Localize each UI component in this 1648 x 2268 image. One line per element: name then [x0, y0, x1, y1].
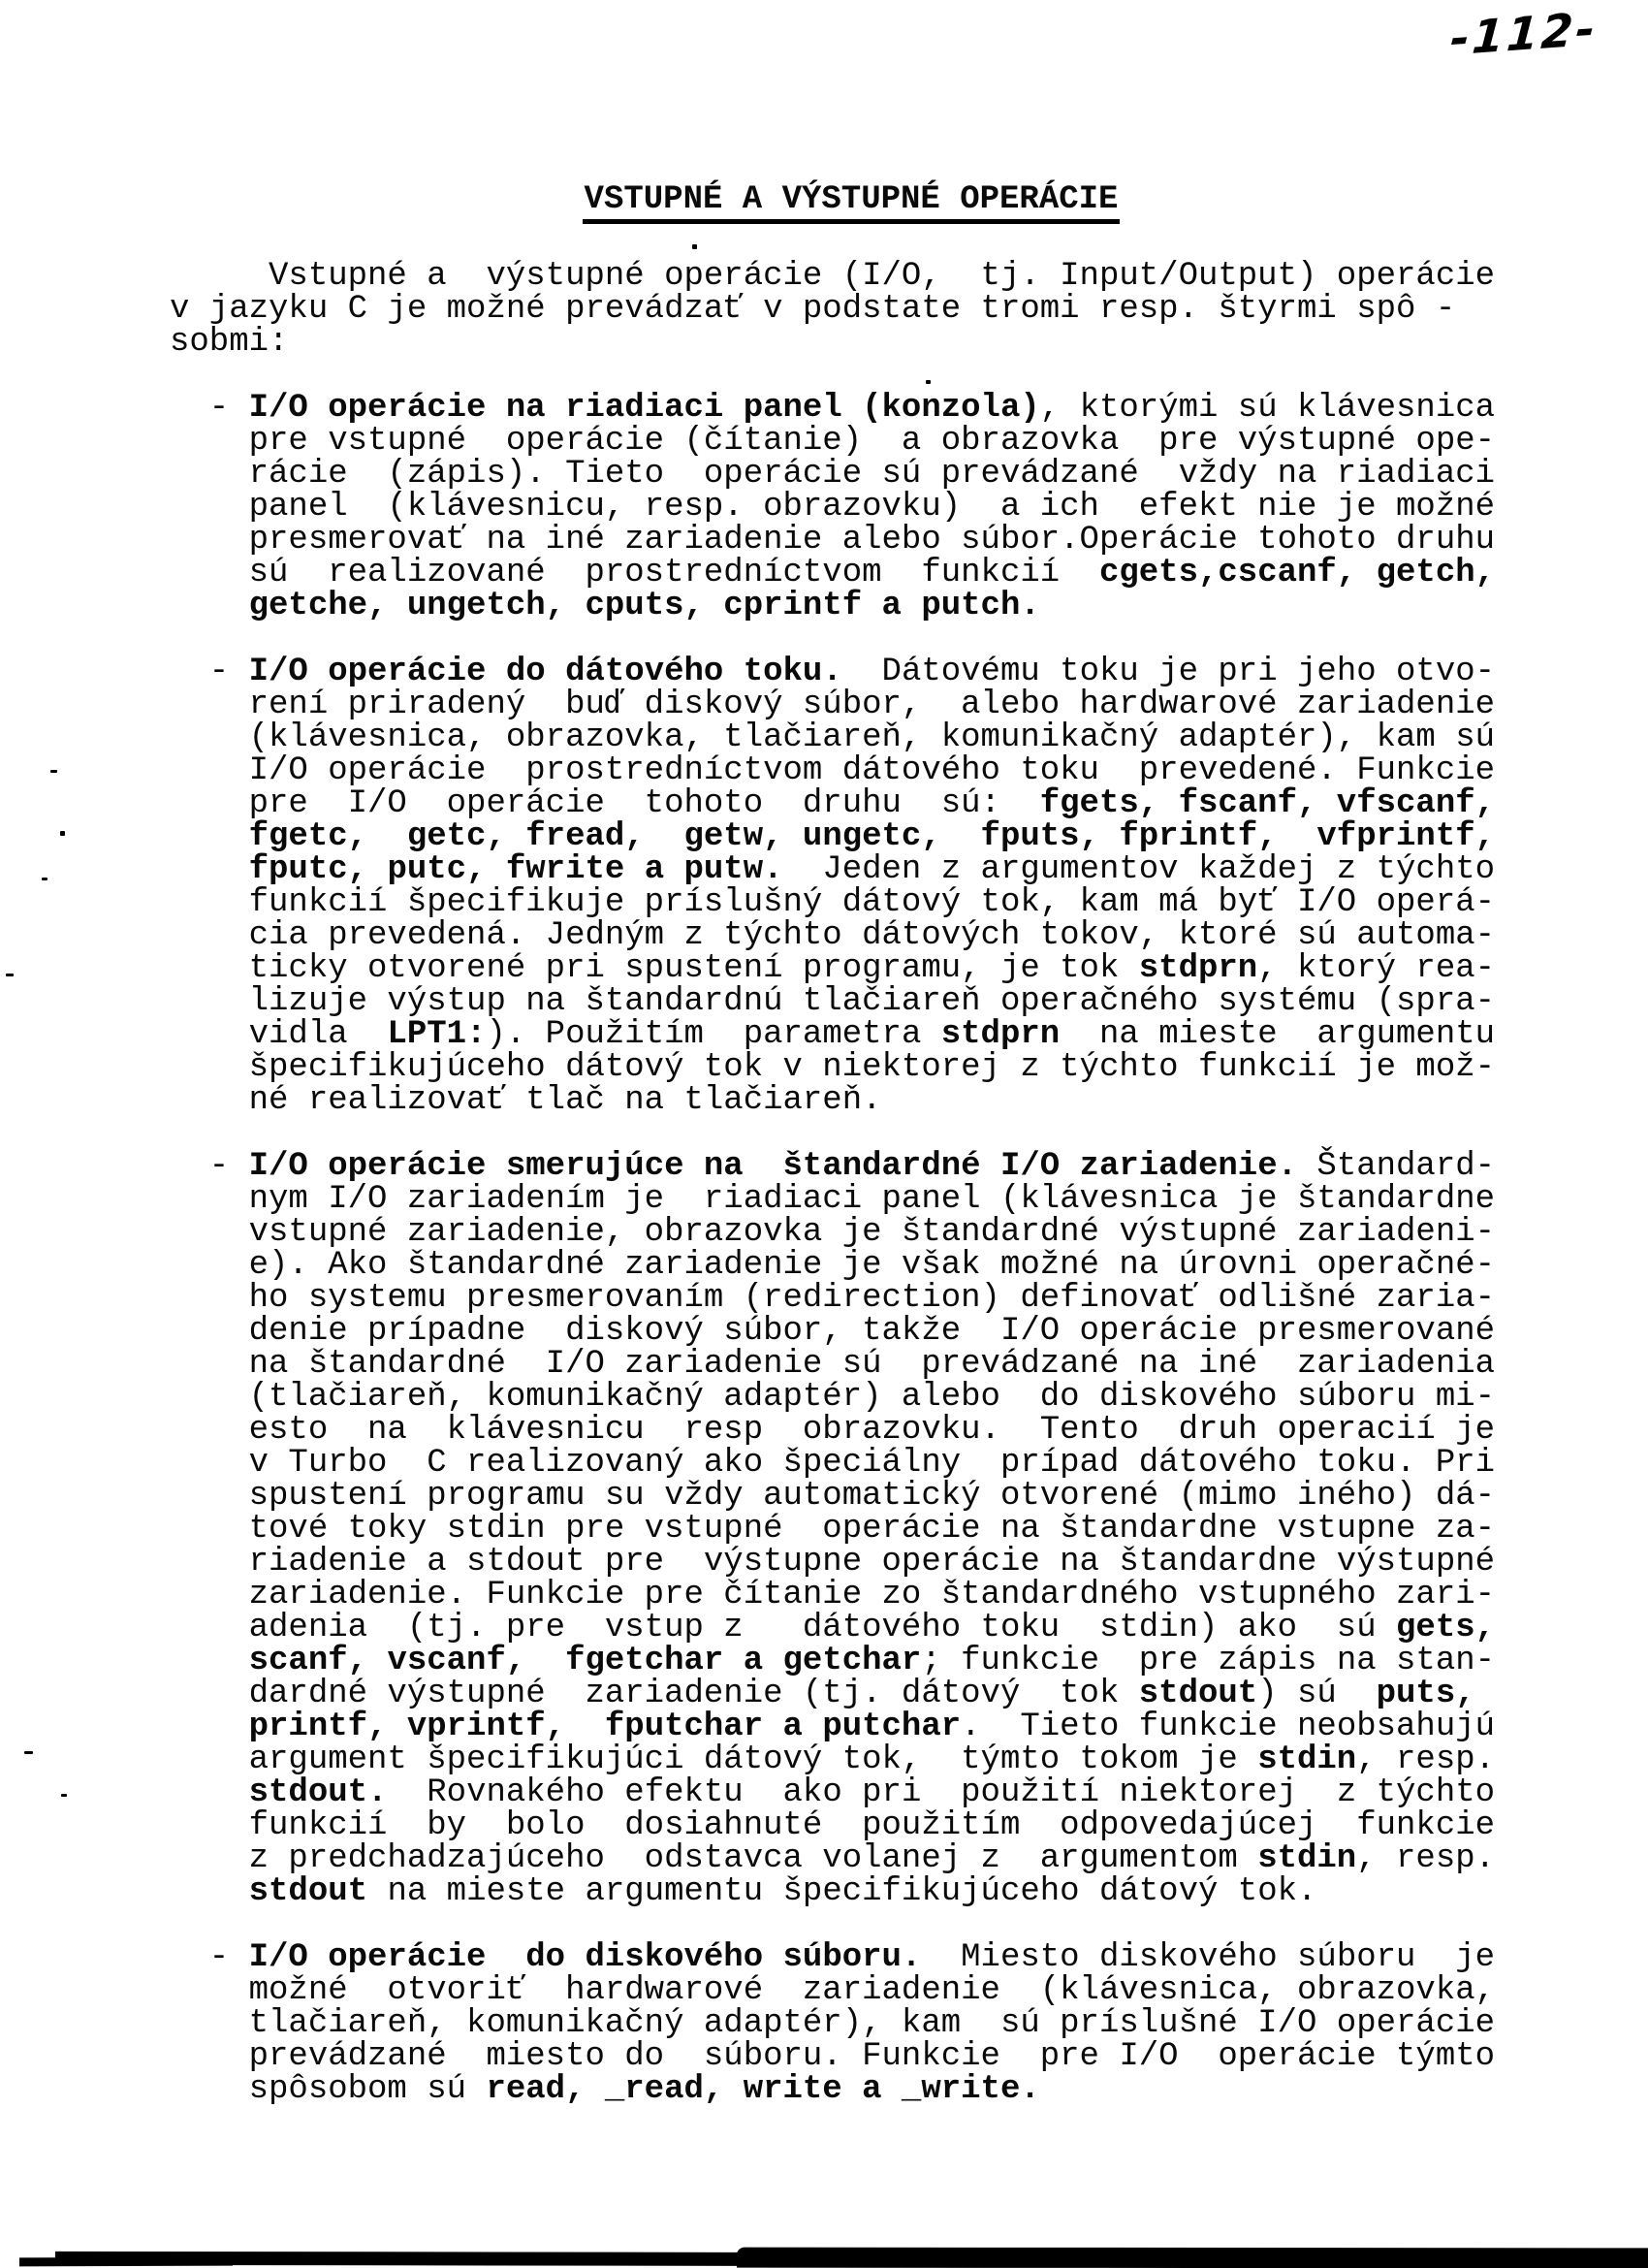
text-segment: v jazyku C je možné prevádzať v podstate tromi resp. štyrmi spô -: [170, 291, 1456, 328]
text-segment: tové toky stdin pre vstupné operácie na štandardne vstupne za-: [170, 1511, 1496, 1548]
bullet-io-console: [170, 392, 1546, 623]
text-line: [170, 260, 1546, 293]
page-title: VSTUPNÉ A VÝSTUPNÉ OPERÁCIE: [583, 183, 1121, 224]
bullet-io-standard-device: [170, 1150, 1546, 1908]
text-segment: nym I/O zariadením je riadiaci panel (klávesnica je štandardne: [170, 1181, 1496, 1218]
text-line: [170, 1348, 1546, 1381]
text-segment: sú realizované prostredníctvom funkcií: [170, 555, 1099, 591]
text-line: [170, 1480, 1546, 1513]
text-segment: (klávesnica, obrazovka, tlačiareň, komunikačný adaptér), kam sú: [170, 719, 1496, 756]
text-line: [170, 754, 1546, 787]
bullet-io-disk-file: [170, 1941, 1546, 2106]
emphasized-text: stdprn: [1138, 950, 1258, 987]
text-segment: spôsobom sú: [170, 2071, 487, 2108]
text-segment: [170, 1643, 249, 1679]
text-line: [170, 1183, 1546, 1216]
text-line: [170, 1776, 1546, 1809]
text-line: [170, 886, 1546, 919]
text-segment: sobmi:: [170, 324, 289, 361]
title-row: [0, 183, 1648, 224]
text-segment: , resp.: [1356, 1741, 1496, 1778]
text-line: [170, 787, 1546, 820]
text-segment: pre I/O operácie tohoto druhu sú:: [170, 785, 1040, 822]
emphasized-text: puts,: [1376, 1676, 1475, 1712]
text-segment: na mieste argumentu špecifikujúceho dátový tok.: [367, 1873, 1317, 1910]
text-line: [170, 820, 1546, 853]
text-line: [170, 1875, 1546, 1908]
text-segment: I/O operácie prostredníctvom dátového toku prevedené. Funkcie: [170, 752, 1496, 789]
text-line: [170, 1710, 1546, 1743]
text-line: [170, 655, 1546, 688]
text-line: [170, 590, 1546, 623]
text-segment: panel (klávesnicu, resp. obrazovku) a ich efekt nie je možné: [170, 489, 1496, 526]
text-segment: Vstupné a výstupné operácie (I/O, tj. Input/Output) operácie: [170, 258, 1496, 295]
emphasized-text: printf, vprintf, fputchar a putchar: [248, 1709, 962, 1745]
emphasized-text: stdin: [1257, 1741, 1357, 1778]
text-line: [170, 1809, 1546, 1842]
text-line: [170, 1579, 1546, 1612]
text-line: [170, 1513, 1546, 1546]
emphasized-text: fgets, fscanf, vfscanf,: [1039, 785, 1496, 822]
text-line: [170, 1051, 1546, 1084]
text-line: [170, 1612, 1546, 1645]
emphasized-text: stdout: [1138, 1676, 1258, 1712]
text-line: [170, 1018, 1546, 1051]
emphasized-text: cgets,cscanf, getch,: [1098, 555, 1496, 591]
text-line: [170, 326, 1546, 359]
text-segment: -: [170, 1148, 249, 1185]
text-line: [170, 688, 1546, 721]
text-line: [170, 1645, 1546, 1677]
text-segment: tlačiareň, komunikačný adaptér), kam sú príslušné I/O operácie: [170, 2005, 1496, 2042]
text-segment: Jeden z argumentov každej z týchto: [782, 851, 1496, 888]
text-segment: presmerovať na iné zariadenie alebo súbor.Operácie tohoto druhu: [170, 522, 1496, 559]
text-segment: , ktorý rea-: [1257, 950, 1496, 987]
text-segment: -: [170, 1939, 249, 1976]
text-segment: né realizovať tlač na tlačiareň.: [170, 1082, 882, 1119]
scan-speck: [60, 831, 65, 836]
text-segment: špecifikujúceho dátový tok v niektorej z týchto funkcií je mož-: [170, 1049, 1496, 1086]
emphasized-text: I/O operácie do dátového toku.: [248, 654, 842, 690]
text-segment: [170, 588, 249, 624]
text-segment: na mieste argumentu: [1060, 1016, 1496, 1053]
scan-speck: [42, 878, 48, 880]
text-line: [170, 919, 1546, 952]
emphasized-text: LPT1:: [387, 1016, 487, 1053]
text-line: [170, 392, 1546, 425]
document-body: [170, 260, 1546, 2106]
text-segment: možné otvoriť hardwarové zariadenie (klávesnica, obrazovka,: [170, 1972, 1496, 2009]
text-segment: rácie (zápis). Tieto operácie sú prevádzané vždy na riadiaci: [170, 456, 1496, 493]
text-segment: ho systemu presmerovaním (redirection) definovať odlišné zaria-: [170, 1280, 1496, 1317]
text-segment: ) sú: [1257, 1676, 1377, 1712]
text-segment: cia prevedená. Jedným z týchto dátových tokov, ktoré sú automa-: [170, 917, 1496, 954]
text-line: [170, 524, 1546, 557]
text-segment: z predchadzajúceho odstavca volanej z argumentom: [170, 1840, 1258, 1877]
text-segment: Rovnakého efektu ako pri použití niektorej z týchto: [387, 1774, 1496, 1811]
scan-artifact-bottom-bar-right: [737, 2248, 1648, 2268]
text-segment: ). Použitím parametra: [486, 1016, 941, 1053]
text-segment: ticky otvorené pri spustení programu, je tok: [170, 950, 1139, 987]
emphasized-text: stdprn: [940, 1016, 1061, 1053]
text-line: [170, 1447, 1546, 1480]
text-segment: ; funkcie pre zápis na stan-: [921, 1643, 1496, 1679]
text-line: [170, 985, 1546, 1018]
text-line: [170, 952, 1546, 985]
text-segment: -: [170, 654, 249, 690]
text-line: [170, 491, 1546, 524]
text-line: [170, 1315, 1546, 1348]
text-line: [170, 1216, 1546, 1249]
text-segment: Štandard-: [1297, 1148, 1496, 1185]
text-line: [170, 1249, 1546, 1282]
text-segment: [170, 851, 249, 888]
text-segment: [170, 1774, 249, 1811]
emphasized-text: stdin: [1257, 1840, 1357, 1877]
emphasized-text: stdout.: [248, 1774, 388, 1811]
text-line: [170, 1677, 1546, 1710]
text-segment: (tlačiareň, komunikačný adaptér) alebo do diskového súboru mi-: [170, 1379, 1496, 1416]
emphasized-text: fputc, putc, fwrite a putw.: [248, 851, 783, 888]
emphasized-text: scanf, vscanf, fgetchar a getchar: [248, 1643, 922, 1679]
bullet-io-data-stream: [170, 655, 1546, 1117]
emphasized-text: I/O operácie smerujúce na štandardné I/O zariadenie.: [248, 1148, 1298, 1185]
text-line: [170, 2040, 1546, 2073]
scan-speck: [926, 380, 931, 384]
scan-speck: [61, 1794, 67, 1797]
text-segment: prevádzané miesto do súboru. Funkcie pre I/O operácie týmto: [170, 2038, 1496, 2075]
emphasized-text: getche, ungetch, cputs, cprintf a putch.: [248, 588, 1040, 624]
text-segment: dardné výstupné zariadenie (tj. dátový tok: [170, 1676, 1139, 1712]
text-segment: [170, 818, 249, 855]
text-line: [170, 853, 1546, 886]
text-line: [170, 1084, 1546, 1117]
text-segment: , ktorými sú klávesnica: [1039, 390, 1496, 427]
text-segment: rení priradený buď diskový súbor, alebo hardwarové zariadenie: [170, 687, 1496, 723]
emphasized-text: I/O operácie na riadiaci panel (konzola): [248, 390, 1040, 427]
text-segment: adenia (tj. pre vstup z dátového toku stdin) ako sú: [170, 1610, 1397, 1646]
text-segment: argument špecifikujúci dátový tok, týmto tokom je: [170, 1741, 1258, 1778]
scan-speck: [692, 244, 697, 249]
text-line: [170, 1381, 1546, 1414]
text-segment: -: [170, 390, 249, 427]
text-segment: funkcií špecifikuje príslušný dátový tok, kam má byť I/O operá-: [170, 884, 1496, 921]
emphasized-text: I/O operácie do diskového súboru.: [248, 1939, 922, 1976]
text-line: [170, 1842, 1546, 1875]
text-segment: [170, 1709, 249, 1745]
emphasized-text: stdout: [248, 1873, 368, 1910]
text-line: [170, 425, 1546, 458]
text-line: [170, 1150, 1546, 1183]
text-line: [170, 557, 1546, 590]
text-segment: Dátovému toku je pri jeho otvo-: [841, 654, 1496, 690]
text-line: [170, 1282, 1546, 1315]
scan-speck: [6, 974, 14, 976]
text-segment: spustení programu su vždy automatický otvorené (mimo iného) dá-: [170, 1478, 1496, 1515]
text-segment: riadenie a stdout pre výstupne operácie na štandardne výstupné: [170, 1544, 1496, 1581]
text-line: [170, 1974, 1546, 2007]
emphasized-text: gets,: [1396, 1610, 1496, 1646]
text-line: [170, 2007, 1546, 2040]
text-line: [170, 1941, 1546, 1974]
text-segment: zariadenie. Funkcie pre čítanie zo štandardného vstupného zari-: [170, 1577, 1496, 1613]
text-line: [170, 293, 1546, 326]
text-segment: Miesto diskového súboru je: [921, 1939, 1496, 1976]
scan-speck: [50, 770, 57, 773]
text-line: [170, 1414, 1546, 1447]
text-segment: vidla: [170, 1016, 388, 1053]
text-segment: esto na klávesnicu resp obrazovku. Tento druh operacií je: [170, 1412, 1496, 1449]
text-line: [170, 458, 1546, 491]
text-segment: pre vstupné operácie (čítanie) a obrazovka pre výstupné ope-: [170, 423, 1496, 460]
scan-artifact-bottom-bar-left: [19, 2257, 233, 2267]
emphasized-text: read, _read, write a _write.: [486, 2071, 1040, 2108]
scan-speck: [24, 1751, 33, 1754]
text-segment: v Turbo C realizovaný ako špeciálny prípad dátového toku. Pri: [170, 1445, 1496, 1482]
text-line: [170, 1743, 1546, 1776]
text-segment: . Tieto funkcie neobsahujú: [961, 1709, 1496, 1745]
text-segment: vstupné zariadenie, obrazovka je štandardné výstupné zariadeni-: [170, 1214, 1496, 1251]
intro-paragraph: [170, 260, 1546, 359]
text-segment: e). Ako štandardné zariadenie je však možné na úrovni operačné-: [170, 1247, 1496, 1284]
text-segment: funkcií by bolo dosiahnuté použitím odpovedajúcej funkcie: [170, 1807, 1496, 1844]
emphasized-text: fgetc, getc, fread, getw, ungetc, fputs, fprintf, vfprintf,: [248, 818, 1496, 855]
text-segment: na štandardné I/O zariadenie sú prevádzané na iné zariadenia: [170, 1346, 1496, 1383]
text-segment: [170, 1873, 249, 1910]
text-segment: , resp.: [1356, 1840, 1496, 1877]
text-line: [170, 1546, 1546, 1579]
page-number-handwritten: -112-: [1448, 2, 1600, 67]
text-segment: denie prípadne diskový súbor, takže I/O operácie presmerované: [170, 1313, 1496, 1350]
text-line: [170, 721, 1546, 754]
text-segment: lizuje výstup na štandardnú tlačiareň operačného systému (spra-: [170, 983, 1496, 1020]
text-line: [170, 2073, 1546, 2106]
